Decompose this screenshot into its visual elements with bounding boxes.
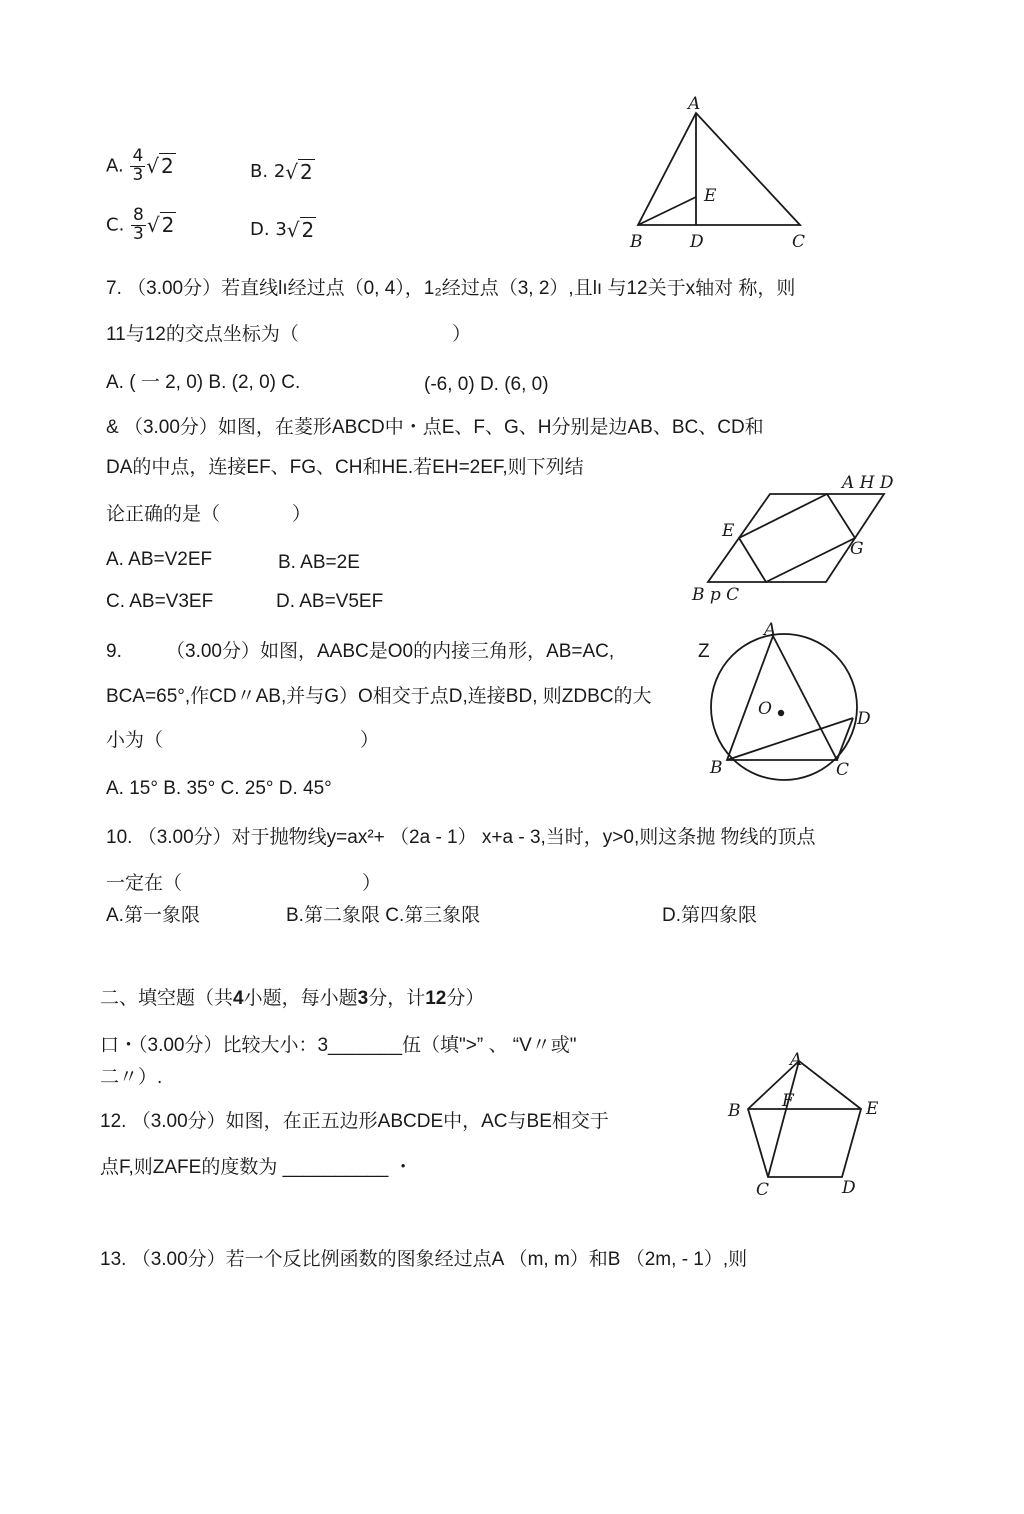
heading-count: 4	[233, 988, 244, 1009]
q9-line2: BCA=65°,作CD〃AB,并与G）O相交于点D,连接BD, 则ZDBC的大	[106, 686, 652, 707]
q8-paren-close: ）	[292, 504, 312, 525]
q9-paren-close: ）	[360, 730, 380, 751]
heading-part: 分，计	[368, 988, 426, 1009]
q7-line2: 11与12的交点坐标为（	[106, 324, 299, 345]
heading-total: 12	[425, 988, 447, 1009]
segment-be	[638, 197, 696, 225]
q9-line1: （3.00分）如图，AABC是O0的内接三角形，AB=AC,	[166, 641, 615, 662]
label-a: A	[688, 94, 701, 114]
q10-option-a: A.第一象限	[106, 905, 200, 926]
label-a: A	[790, 1050, 803, 1070]
label-d: D	[690, 232, 704, 252]
q9-number: 9.	[106, 641, 122, 662]
option-label: B.	[250, 161, 269, 182]
label-e: E	[866, 1099, 879, 1119]
label-b: B	[630, 232, 643, 252]
fraction	[131, 207, 146, 244]
sqrt: √ 2	[286, 218, 315, 242]
option-label: A.	[106, 155, 124, 177]
center-dot	[778, 710, 784, 716]
quad-efgh	[739, 494, 855, 582]
numerator: 4	[132, 146, 144, 166]
q8-line1: & （3.00分）如图，在菱形ABCD中・点E、F、G、H分别是边AB、BC、CD和	[106, 417, 764, 438]
heading-part: 二、填空题（共	[100, 988, 234, 1009]
label-bottom: B p C	[692, 585, 740, 605]
q10-option-d: D.第四象限	[662, 905, 758, 926]
q7-line1: 7. （3.00分）若直线lı经过点（0, 4），1₂经过点（3, 2）,且lı 与12关于x轴对 称，则	[106, 278, 796, 299]
label-b: B	[710, 758, 723, 778]
pentagon-abcde	[748, 1061, 861, 1177]
q8-line3: 论正确的是（	[106, 504, 221, 525]
radicand: 2	[161, 213, 175, 238]
q6-option-a	[106, 148, 176, 185]
q12-pentagon-figure	[720, 1045, 890, 1205]
segment-ac	[768, 1061, 799, 1177]
sqrt: √ 2	[146, 154, 174, 179]
fraction	[130, 148, 145, 185]
q6-option-c	[106, 207, 176, 244]
label-d: D	[857, 709, 871, 729]
q6-option-b	[250, 160, 315, 184]
label-g: G	[850, 539, 864, 559]
radicand: 2	[301, 218, 315, 242]
q7-paren-close: ）	[452, 324, 472, 345]
heading-points: 3	[357, 988, 369, 1009]
q8-option-d: D. AB=V5EF	[276, 591, 384, 612]
radicand: 2	[300, 160, 313, 184]
label-d: D	[842, 1178, 856, 1198]
option-label: D.	[250, 219, 270, 240]
coefficient: 2	[273, 161, 286, 182]
section2-heading	[100, 989, 484, 1008]
heading-part: 分）	[446, 988, 485, 1009]
radicand: 2	[161, 154, 174, 179]
q6-triangle-figure	[620, 95, 820, 255]
q8-option-a: A. AB=V2EF	[106, 549, 213, 570]
label-f: F	[782, 1091, 794, 1111]
q8-option-b: B. AB=2E	[278, 552, 360, 573]
label-c: C	[792, 232, 806, 252]
numerator: 8	[133, 205, 144, 225]
option-label: C.	[106, 214, 125, 236]
denominator: 3	[133, 223, 144, 244]
denominator: 3	[132, 164, 144, 185]
q10-paren-close: ）	[362, 873, 382, 894]
q10-option-bc: B.第二象限 C.第三象限	[286, 905, 481, 926]
q10-line1: 10. （3.00分）对于抛物线y=ax²+ （2a - 1） x+a - 3,当时，y>0,则这条抛 物线的顶点	[106, 827, 816, 848]
q9-line1-z: Z	[698, 641, 710, 662]
q9-line3: 小为（	[106, 730, 164, 751]
q9-options: A. 15° B. 35° C. 25° D. 45°	[106, 778, 332, 799]
q6-option-d	[250, 218, 316, 242]
q13-line1: 13. （3.00分）若一个反比例函数的图象经过点A （m, m）和B （2m, - 1）,则	[100, 1249, 748, 1270]
label-b: B	[728, 1101, 741, 1121]
coefficient: 3	[275, 219, 287, 240]
label-c: C	[756, 1180, 770, 1200]
sqrt: √ 2	[285, 160, 313, 184]
q8-rhombus-figure	[688, 470, 908, 610]
label-e: E	[722, 521, 735, 541]
q12-line1: 12. （3.00分）如图，在正五边形ABCDE中，AC与BE相交于	[100, 1111, 609, 1132]
q11-line2: 二〃）.	[100, 1067, 163, 1088]
q11-line1: 口・（3.00分）比较大小：3_______伍（填">” 、 “V〃或"	[100, 1035, 577, 1056]
q7-options-b: (-6, 0) D. (6, 0)	[424, 374, 549, 395]
heading-part: 小题，每小题	[243, 988, 358, 1009]
label-top: A H D	[842, 473, 894, 493]
label-a: A	[764, 620, 777, 640]
sqrt: √ 2	[146, 213, 175, 238]
triangle-abc	[638, 113, 800, 225]
label-o: O	[758, 699, 772, 719]
q8-line2: DA的中点，连接EF、FG、CH和HE.若EH=2EF,则下列结	[106, 457, 584, 478]
label-e: E	[704, 186, 717, 206]
q9-circle-figure	[700, 620, 890, 790]
q10-line2: 一定在（	[106, 873, 183, 894]
q8-option-c: C. AB=V3EF	[106, 591, 214, 612]
q12-line2: 点F,则ZAFE的度数为 __________ ・	[100, 1157, 413, 1178]
label-c: C	[836, 760, 850, 780]
q7-options-a: A. ( 一 2, 0) B. (2, 0) C.	[106, 372, 301, 393]
